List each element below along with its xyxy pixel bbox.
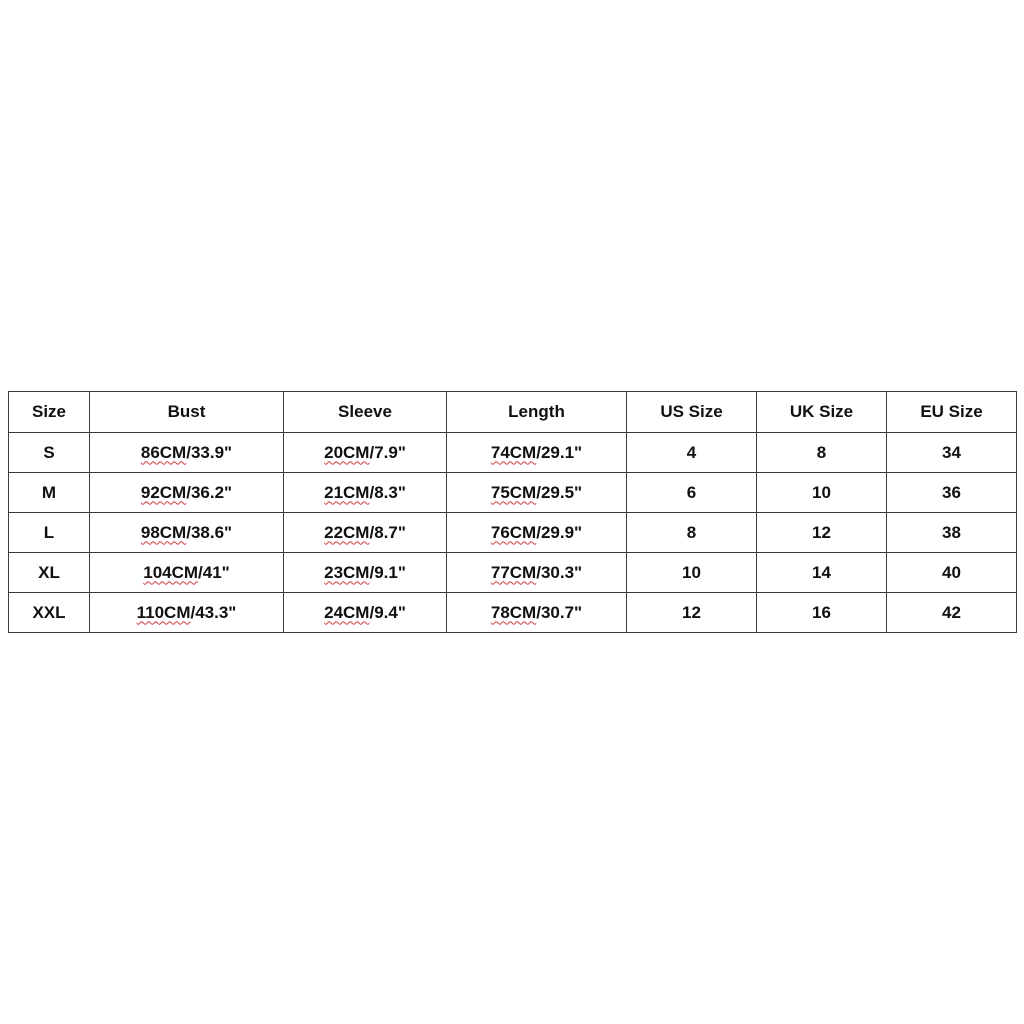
table-row: [9, 513, 1017, 553]
sleeve-cm: 21CM: [324, 482, 370, 502]
cell-sleeve: [284, 553, 447, 593]
cell-length: [447, 433, 627, 473]
header-us-size: US Size: [627, 392, 757, 433]
cell-eu-size: 38: [887, 513, 1017, 553]
size-chart-table: [8, 391, 1017, 633]
sleeve-in: /7.9": [369, 442, 406, 462]
cell-eu-size: 34: [887, 433, 1017, 473]
bust-in: /38.6": [186, 522, 233, 542]
cell-us-size: 6: [627, 473, 757, 513]
cell-length: [447, 473, 627, 513]
length-in: /29.5": [536, 482, 583, 502]
bust-cm: 86CM: [140, 442, 187, 462]
cell-sleeve: [284, 593, 447, 633]
cell-uk-size: 14: [757, 553, 887, 593]
cell-size: L: [9, 513, 90, 553]
table-row: [9, 473, 1017, 513]
header-row: [9, 392, 1017, 433]
cell-size: S: [9, 433, 90, 473]
sleeve-in: /9.1": [369, 562, 406, 582]
sleeve-cm: 22CM: [324, 522, 370, 542]
cell-length: [447, 553, 627, 593]
bust-in: /36.2": [186, 482, 233, 502]
table-row: [9, 433, 1017, 473]
header-uk-size: UK Size: [757, 392, 887, 433]
cell-size: XXL: [9, 593, 90, 633]
cell-us-size: 8: [627, 513, 757, 553]
sleeve-cm: 24CM: [324, 602, 370, 622]
cell-uk-size: 16: [757, 593, 887, 633]
cell-us-size: 10: [627, 553, 757, 593]
cell-uk-size: 10: [757, 473, 887, 513]
cell-sleeve: [284, 433, 447, 473]
header-bust: Bust: [90, 392, 284, 433]
bust-cm: 92CM: [140, 482, 187, 502]
sleeve-in: /8.7": [369, 522, 406, 542]
bust-cm: 98CM: [140, 522, 187, 542]
cell-eu-size: 36: [887, 473, 1017, 513]
cell-us-size: 12: [627, 593, 757, 633]
bust-in: /41": [198, 562, 230, 582]
length-in: /30.3": [536, 562, 583, 582]
cell-length: [447, 593, 627, 633]
sleeve-cm: 23CM: [324, 562, 370, 582]
length-in: /29.9": [536, 522, 583, 542]
length-in: /29.1": [536, 442, 583, 462]
length-cm: 76CM: [490, 522, 537, 542]
length-cm: 77CM: [490, 562, 537, 582]
bust-cm: 104CM: [143, 562, 199, 582]
cell-eu-size: 40: [887, 553, 1017, 593]
table-row: [9, 553, 1017, 593]
cell-size: XL: [9, 553, 90, 593]
cell-bust: [90, 473, 284, 513]
bust-cm: 110CM: [136, 602, 191, 622]
header-size: Size: [9, 392, 90, 433]
table-row: [9, 593, 1017, 633]
sleeve-in: /9.4": [369, 602, 406, 622]
header-sleeve: Sleeve: [284, 392, 447, 433]
cell-size: M: [9, 473, 90, 513]
header-eu-size: EU Size: [887, 392, 1017, 433]
cell-bust: [90, 433, 284, 473]
cell-sleeve: [284, 473, 447, 513]
sleeve-in: /8.3": [369, 482, 406, 502]
cell-length: [447, 513, 627, 553]
cell-us-size: 4: [627, 433, 757, 473]
cell-bust: [90, 553, 284, 593]
cell-bust: [90, 513, 284, 553]
cell-eu-size: 42: [887, 593, 1017, 633]
length-cm: 75CM: [490, 482, 537, 502]
length-in: /30.7": [536, 602, 583, 622]
cell-uk-size: 8: [757, 433, 887, 473]
bust-in: /33.9": [186, 442, 233, 462]
cell-bust: [90, 593, 284, 633]
bust-in: /43.3": [190, 602, 237, 622]
cell-sleeve: [284, 513, 447, 553]
length-cm: 74CM: [490, 442, 537, 462]
length-cm: 78CM: [490, 602, 537, 622]
cell-uk-size: 12: [757, 513, 887, 553]
header-length: Length: [447, 392, 627, 433]
sleeve-cm: 20CM: [324, 442, 370, 462]
